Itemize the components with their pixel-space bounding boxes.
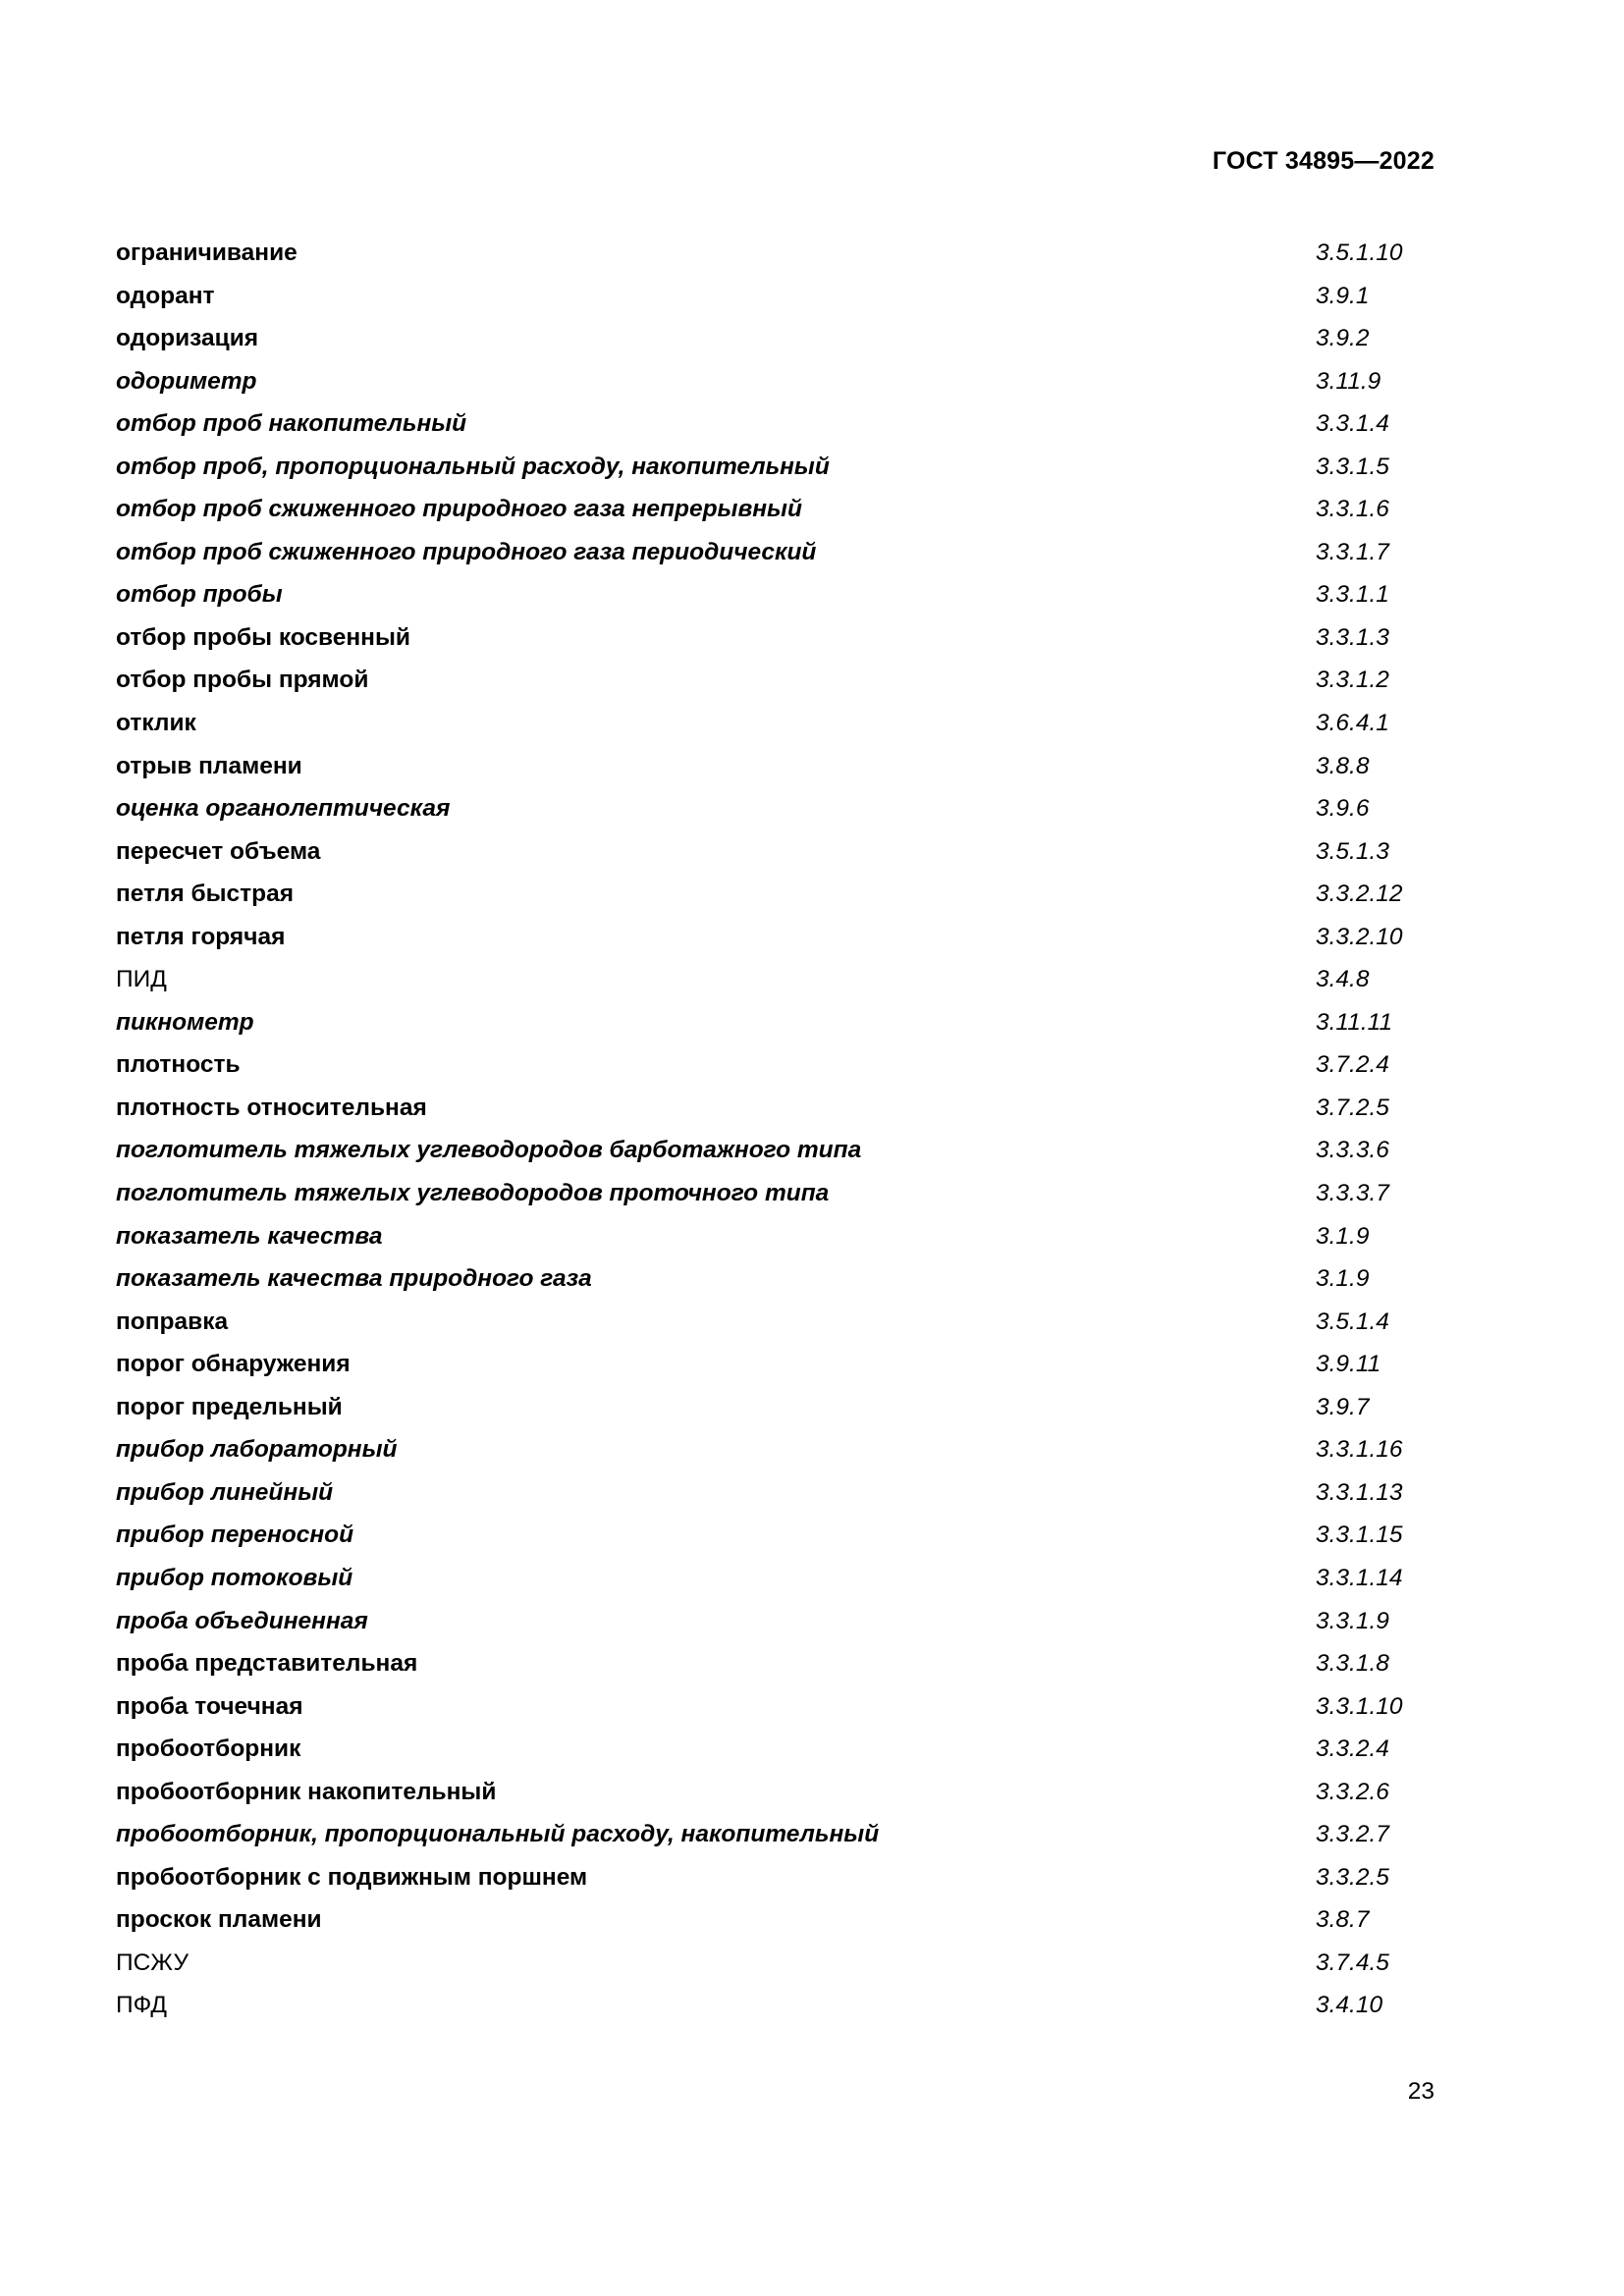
index-entry [0, 963, 1624, 1006]
index-term: прибор переносной [116, 1522, 354, 1549]
index-term: отбор проб, пропорциональный расходу, накопительный [116, 453, 830, 480]
index-entry [0, 1903, 1624, 1947]
index-entry [0, 1647, 1624, 1690]
index-entry [0, 664, 1624, 707]
index-section-ref: 3.3.3.7 [1316, 1180, 1389, 1207]
index-entry [0, 237, 1624, 280]
index-term: ПФД [116, 1992, 168, 2019]
index-entry [0, 1306, 1624, 1349]
index-section-ref: 3.8.8 [1316, 752, 1370, 779]
index-entry [0, 1220, 1624, 1263]
index-term: пикнометр [116, 1008, 254, 1036]
index-entry [0, 1006, 1624, 1049]
index-section-ref: 3.3.2.10 [1316, 923, 1403, 950]
index-section-ref: 3.4.10 [1316, 1992, 1383, 2019]
index-entry [0, 1262, 1624, 1306]
index-term: плотность [116, 1051, 241, 1079]
index-term: пробоотборник с подвижным поршнем [116, 1863, 588, 1891]
index-term: проба объединенная [116, 1607, 368, 1634]
index-section-ref: 3.1.9 [1316, 1265, 1370, 1293]
index-entry [0, 1348, 1624, 1391]
index-section-ref: 3.9.11 [1316, 1351, 1381, 1378]
index-section-ref: 3.8.7 [1316, 1906, 1370, 1934]
index-term: пробоотборник, пропорциональный расходу, накопительный [116, 1821, 880, 1848]
index-entry [0, 1690, 1624, 1734]
index-entry [0, 1476, 1624, 1520]
index-section-ref: 3.7.2.4 [1316, 1051, 1389, 1079]
index-term: отбор проб сжиженного природного газа непрерывный [116, 496, 802, 523]
index-section-ref: 3.3.1.4 [1316, 410, 1389, 438]
index-entry [0, 280, 1624, 323]
index-section-ref: 3.7.4.5 [1316, 1949, 1389, 1976]
index-term: отбор проб накопительный [116, 410, 467, 438]
index-section-ref: 3.3.1.9 [1316, 1607, 1389, 1634]
index-entry [0, 451, 1624, 494]
index-term: показатель качества природного газа [116, 1265, 592, 1293]
index-entry [0, 1391, 1624, 1434]
index-section-ref: 3.3.3.6 [1316, 1137, 1389, 1164]
index-section-ref: 3.5.1.3 [1316, 837, 1389, 865]
index-section-ref: 3.3.2.4 [1316, 1735, 1389, 1763]
index-term: петля быстрая [116, 881, 295, 908]
index-section-ref: 3.3.2.12 [1316, 881, 1403, 908]
index-entry [0, 578, 1624, 621]
index-section-ref: 3.9.2 [1316, 325, 1370, 352]
index-section-ref: 3.3.2.5 [1316, 1863, 1389, 1891]
index-section-ref: 3.3.1.10 [1316, 1692, 1403, 1720]
index-term: одоризация [116, 325, 259, 352]
index-section-ref: 3.9.6 [1316, 795, 1370, 823]
index-term: отбор проб сжиженного природного газа периодический [116, 538, 817, 565]
index-section-ref: 3.11.11 [1316, 1008, 1393, 1036]
index-entry [0, 536, 1624, 579]
index-term: проскок пламени [116, 1906, 322, 1934]
index-entry [0, 1048, 1624, 1092]
index-term: отбор пробы прямой [116, 667, 369, 694]
index-section-ref: 3.3.2.7 [1316, 1821, 1389, 1848]
index-section-ref: 3.3.2.6 [1316, 1778, 1389, 1805]
index-section-ref: 3.3.1.2 [1316, 667, 1389, 694]
index-entry [0, 365, 1624, 408]
index-term: проба представительная [116, 1650, 418, 1678]
index-section-ref: 3.5.1.10 [1316, 240, 1403, 266]
index-section-ref: 3.3.1.8 [1316, 1650, 1389, 1678]
index-term: петля горячая [116, 923, 286, 950]
index-term: ПИД [116, 966, 167, 993]
index-section-ref: 3.3.1.16 [1316, 1436, 1403, 1464]
index-term: прибор потоковый [116, 1564, 353, 1591]
index-entry [0, 1562, 1624, 1605]
index-section-ref: 3.3.1.6 [1316, 496, 1389, 523]
index-entry [0, 1134, 1624, 1177]
index-entry [0, 835, 1624, 879]
page-number: 23 [1407, 2078, 1435, 2105]
index-entry [0, 322, 1624, 365]
index-entry [0, 1776, 1624, 1819]
index-entry [0, 1861, 1624, 1904]
index-section-ref: 3.3.1.13 [1316, 1478, 1403, 1506]
index-entry [0, 1092, 1624, 1135]
index-section-ref: 3.1.9 [1316, 1222, 1370, 1250]
index-entry [0, 1605, 1624, 1648]
index-term: оценка органолептическая [116, 795, 451, 823]
index-entry [0, 750, 1624, 793]
index-entry [0, 1433, 1624, 1476]
index-term: отклик [116, 710, 196, 737]
index-entry [0, 407, 1624, 451]
index-section-ref: 3.6.4.1 [1316, 710, 1389, 737]
index-term: одорант [116, 282, 215, 309]
index-term: отбор пробы косвенный [116, 623, 410, 651]
index-section-ref: 3.3.1.3 [1316, 623, 1389, 651]
index-section-ref: 3.3.1.14 [1316, 1564, 1403, 1591]
index-section-ref: 3.4.8 [1316, 966, 1370, 993]
index-term: проба точечная [116, 1692, 303, 1720]
index-entry [0, 878, 1624, 921]
index-entry [0, 1733, 1624, 1776]
index-section-ref: 3.3.1.7 [1316, 538, 1389, 565]
index-section-ref: 3.11.9 [1316, 367, 1381, 395]
index-entry [0, 1989, 1624, 2032]
index-section-ref: 3.9.1 [1316, 282, 1370, 309]
index-term: поглотитель тяжелых углеводородов барботажного типа [116, 1137, 862, 1164]
alphabetical-index [0, 237, 1624, 2032]
index-entry [0, 921, 1624, 964]
index-section-ref: 3.3.1.5 [1316, 453, 1389, 480]
index-term: поглотитель тяжелых углеводородов проточного типа [116, 1180, 830, 1207]
index-section-ref: 3.3.1.1 [1316, 581, 1389, 609]
index-term: пересчет объема [116, 837, 321, 865]
index-entry [0, 493, 1624, 536]
index-term: ограничивание [116, 240, 298, 266]
index-entry [0, 1177, 1624, 1220]
index-term: прибор линейный [116, 1478, 334, 1506]
index-term: отбор пробы [116, 581, 283, 609]
index-section-ref: 3.5.1.4 [1316, 1308, 1389, 1335]
index-section-ref: 3.9.7 [1316, 1393, 1370, 1420]
index-entry [0, 1947, 1624, 1990]
index-term: ПСЖУ [116, 1949, 189, 1976]
index-term: прибор лабораторный [116, 1436, 398, 1464]
index-section-ref: 3.7.2.5 [1316, 1094, 1389, 1121]
index-term: порог предельный [116, 1393, 343, 1420]
index-term: отрыв пламени [116, 752, 302, 779]
index-section-ref: 3.3.1.15 [1316, 1522, 1403, 1549]
document-header-id: ГОСТ 34895—2022 [1212, 147, 1435, 175]
index-term: пробоотборник [116, 1735, 301, 1763]
index-term: поправка [116, 1308, 229, 1335]
index-term: показатель качества [116, 1222, 383, 1250]
index-term: плотность относительная [116, 1094, 427, 1121]
index-entry [0, 1519, 1624, 1562]
index-term: пробоотборник накопительный [116, 1778, 497, 1805]
index-entry [0, 621, 1624, 665]
index-entry [0, 707, 1624, 750]
index-entry [0, 1818, 1624, 1861]
index-term: порог обнаружения [116, 1351, 351, 1378]
index-entry [0, 792, 1624, 835]
index-term: одориметр [116, 367, 257, 395]
